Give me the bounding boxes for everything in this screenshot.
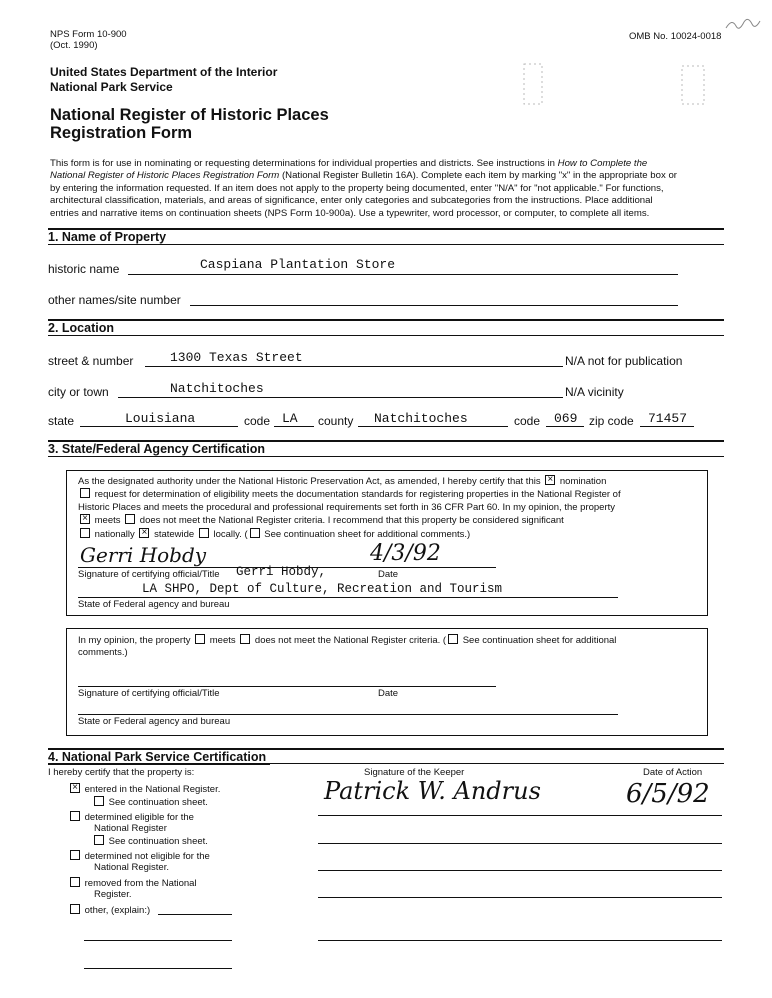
signature-label: Signature of certifying official/Title xyxy=(78,569,220,580)
omb-number: OMB No. 10024-0018 xyxy=(629,31,722,42)
does-not-meet-checkbox[interactable] xyxy=(125,514,135,524)
instructions: This form is for use in nominating or requesting determinations for individual properties and districts. See instructions in How to Complete the National Register of Historic Places Registration Form (National Register Bulletin 16A). Complete each item by marking "x" in the appropriate box or by entering the information requested. If an item does not apply to the property being documented, enter "N/A" for "not applicable." For functions, architectural classification, materials, and areas of significance, enter only categories and subcategories from the instructions. Place additional entries and narrative items on continuation sheets (NPS Form 10-900a). Use a typewriter, word processor, or computer, to complete all items. xyxy=(50,158,677,219)
opinion-continuation-checkbox[interactable] xyxy=(448,634,458,644)
removed-line2: Register. xyxy=(94,889,132,900)
date-label-2: Date xyxy=(378,688,399,699)
see-continuation-2[interactable]: See continuation sheet. xyxy=(92,835,208,847)
continuation-checkbox[interactable] xyxy=(250,528,260,538)
state-value[interactable]: Louisiana xyxy=(125,411,196,426)
opinion-not-meet-checkbox[interactable] xyxy=(240,634,250,644)
keeper-label: Signature of the Keeper xyxy=(364,767,465,778)
date-of-action-value: 6/5/92 xyxy=(626,779,710,809)
request-checkbox[interactable] xyxy=(80,488,90,498)
continuation-checkbox-1[interactable] xyxy=(94,796,104,806)
county-label: county xyxy=(318,414,354,428)
street-value[interactable]: 1300 Texas Street xyxy=(170,350,303,365)
state-code-value[interactable]: LA xyxy=(282,411,298,426)
agency-name: National Park Service xyxy=(50,80,173,94)
section-2-title: 2. Location xyxy=(48,321,118,336)
opinion-text: In my opinion, the property meets does not meet the National Register criteria. ( See continuation sheet for additional comments.) xyxy=(78,635,617,659)
not-eligible-option[interactable]: determined not eligible for the xyxy=(68,850,210,862)
form-number: NPS Form 10-900 xyxy=(50,29,127,40)
city-label: city or town xyxy=(48,385,109,399)
locally-checkbox[interactable] xyxy=(199,528,209,538)
state-code-label: code xyxy=(244,414,271,428)
historic-name-label: historic name xyxy=(48,262,120,276)
department: United States Department of the Interior xyxy=(50,65,278,79)
city-value[interactable]: Natchitoches xyxy=(170,381,264,396)
received-stamp xyxy=(520,60,720,108)
other-option[interactable]: other, (explain:) xyxy=(68,904,150,916)
meets-checkbox[interactable] xyxy=(80,514,90,524)
historic-name-value[interactable]: Caspiana Plantation Store xyxy=(200,257,396,272)
determined-eligible-option[interactable]: determined eligible for the xyxy=(68,811,194,823)
street-label: street & number xyxy=(48,354,134,368)
continuation-checkbox-2[interactable] xyxy=(94,835,104,845)
statewide-checkbox[interactable] xyxy=(139,528,149,538)
agency-label-2: State or Federal agency and bureau xyxy=(78,716,231,727)
form-date: (Oct. 1990) xyxy=(50,40,98,51)
section-3-title: 3. State/Federal Agency Certification xyxy=(48,442,269,457)
form-subtitle: Registration Form xyxy=(50,124,193,142)
county-code-value[interactable]: 069 xyxy=(554,411,578,426)
entered-option[interactable]: × entered in the National Register. xyxy=(68,783,220,795)
determined-eligible-line2: National Register xyxy=(94,823,167,834)
agency-label: State of Federal agency and bureau xyxy=(78,599,230,610)
zip-label: zip code xyxy=(589,414,634,428)
removed-checkbox[interactable] xyxy=(70,877,80,887)
state-label: state xyxy=(48,414,75,428)
shpo-signature-date: 4/3/92 xyxy=(370,541,441,566)
keeper-signature: Patrick W. Andrus xyxy=(324,777,541,805)
shpo-signature: Gerri Hobdy xyxy=(80,543,207,567)
nationally-checkbox[interactable] xyxy=(80,528,90,538)
section-1-title: 1. Name of Property xyxy=(48,230,170,245)
not-eligible-line2: National Register. xyxy=(94,862,169,873)
eligible-checkbox[interactable] xyxy=(70,811,80,821)
other-checkbox[interactable] xyxy=(70,904,80,914)
opinion-meets-checkbox[interactable] xyxy=(195,634,205,644)
county-value[interactable]: Natchitoches xyxy=(374,411,468,426)
nomination-checkbox[interactable] xyxy=(545,475,555,485)
county-code-label: code xyxy=(514,414,541,428)
other-names-label: other names/site number xyxy=(48,293,181,307)
entered-checkbox[interactable] xyxy=(70,783,80,793)
not-eligible-checkbox[interactable] xyxy=(70,850,80,860)
vicinity[interactable]: N/A vicinity xyxy=(565,385,624,399)
certification-text: As the designated authority under the National Historic Preservation Act, as amended, I hereby certify that this × nomination request for determination of eligibility meets the documentation standards for registering properties in the National Register of Historic Places and meets the procedural and professional requirements set forth in 36 CFR Part 60. In my opinion, the property × meets does not meet the National Register criteria. I recommend that this property be considered significant nationally × statewide locally. ( See continuation sheet for additional comments.) xyxy=(78,475,704,541)
removed-option[interactable]: removed from the National xyxy=(68,877,197,889)
zip-value[interactable]: 71457 xyxy=(648,411,688,426)
hereby-text: I hereby certify that the property is: xyxy=(48,767,195,778)
received-stamp-scribble xyxy=(724,14,764,38)
agency-value: LA SHPO, Dept of Culture, Recreation and Tourism xyxy=(142,582,503,596)
form-title: National Register of Historic Places xyxy=(50,106,329,124)
not-for-publication[interactable]: N/A not for publication xyxy=(565,354,683,368)
signature-label-2: Signature of certifying official/Title xyxy=(78,688,220,699)
date-of-action-label: Date of Action xyxy=(643,767,703,778)
section-4-title: 4. National Park Service Certification xyxy=(48,750,270,765)
see-continuation-1[interactable]: See continuation sheet. xyxy=(92,796,208,808)
official-name: Gerri Hobdy, xyxy=(236,565,327,579)
date-label: Date xyxy=(378,569,399,580)
